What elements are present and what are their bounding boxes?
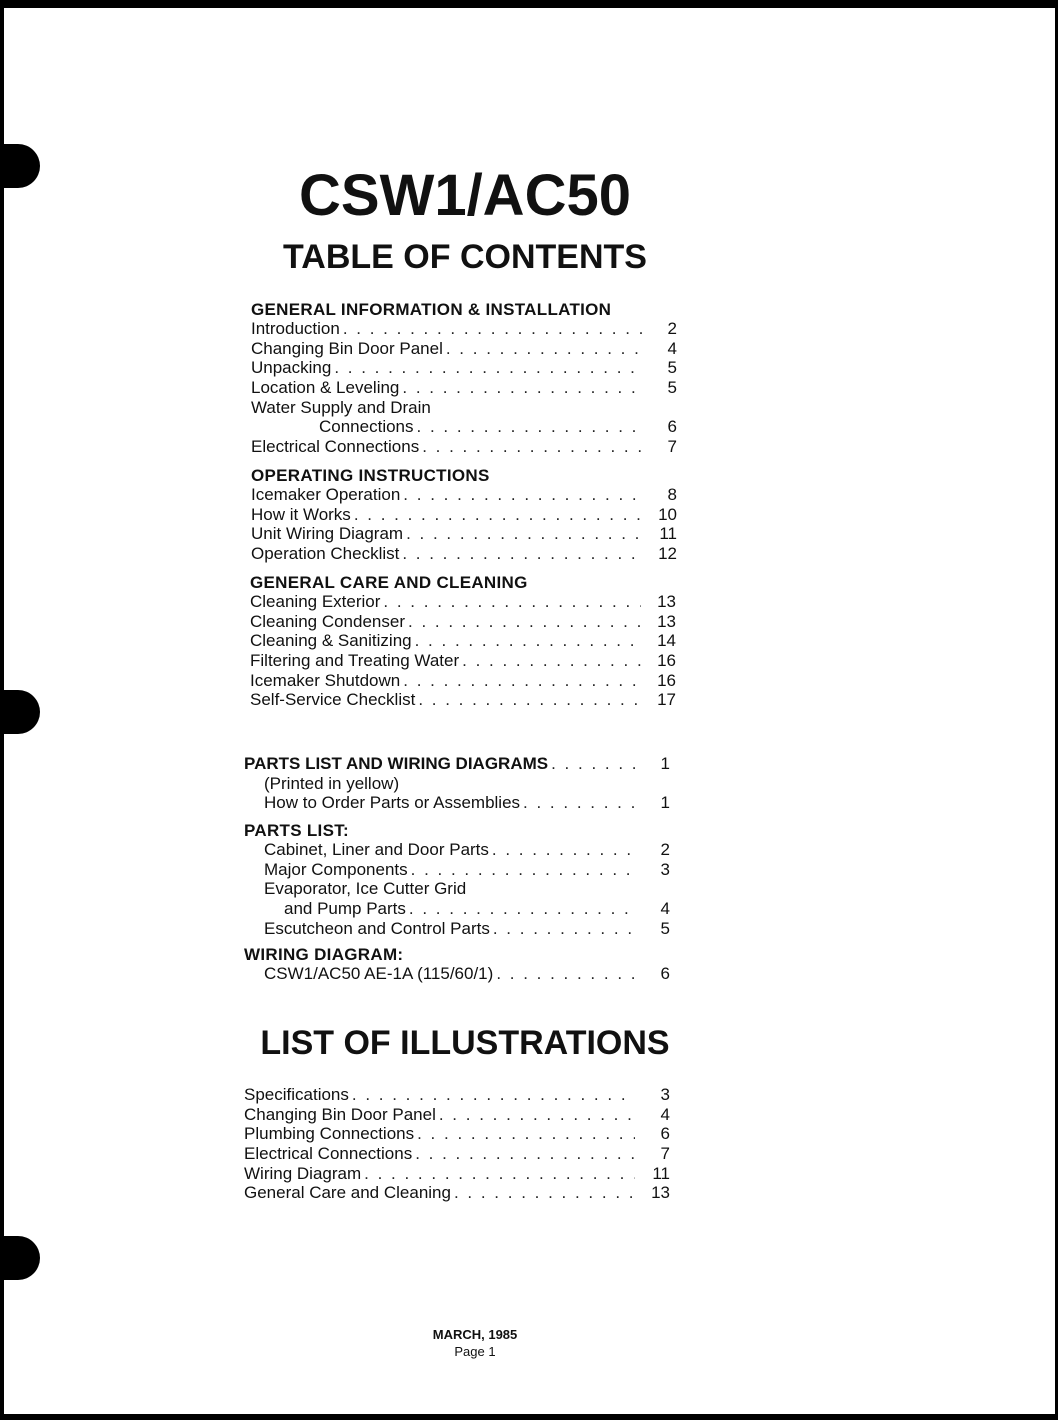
entry-label: Major Components: [264, 859, 408, 879]
entry-label: CSW1/AC50 AE-1A (115/60/1): [264, 963, 494, 983]
dot-leader: [492, 840, 635, 860]
toc-section-parts: [244, 754, 670, 983]
dot-leader: [364, 1164, 635, 1184]
illustration-entry[interactable]: [244, 1124, 670, 1144]
dot-leader: [406, 524, 642, 544]
section-heading: GENERAL CARE AND CLEANING: [250, 573, 528, 592]
illustration-entry[interactable]: [244, 1183, 670, 1203]
entry-label: Electrical Connections: [244, 1144, 413, 1164]
entry-page: 1: [660, 793, 670, 813]
dot-leader: [352, 1085, 635, 1105]
toc-entry[interactable]: [251, 319, 677, 339]
entry-label: Operation Checklist: [251, 544, 400, 564]
toc-entry[interactable]: [251, 358, 677, 378]
toc-entry[interactable]: [244, 919, 670, 939]
entry-label: How to Order Parts or Assemblies: [264, 793, 521, 813]
toc-entry[interactable]: [251, 339, 677, 359]
entry-page: 13: [657, 592, 676, 611]
dot-leader: [334, 358, 642, 378]
toc-entry[interactable]: [244, 899, 670, 919]
toc-entry[interactable]: [250, 592, 676, 612]
entry-page: 11: [652, 1163, 670, 1183]
entry-label: Changing Bin Door Panel: [251, 338, 443, 358]
entry-page: 5: [660, 918, 670, 938]
dot-leader: [446, 339, 642, 359]
illustrations-heading: LIST OF ILLUSTRATIONS: [260, 1024, 670, 1062]
section-heading: WIRING DIAGRAM:: [244, 944, 404, 964]
entry-page: 14: [657, 631, 676, 651]
toc-entry[interactable]: [250, 671, 676, 691]
dot-leader: [354, 505, 642, 525]
entry-label: Cleaning Exterior: [250, 592, 381, 611]
entry-label: Specifications: [244, 1085, 349, 1104]
toc-entry[interactable]: [244, 964, 670, 984]
toc-entry[interactable]: [251, 378, 677, 398]
toc-section-operating: [251, 466, 677, 564]
entry-page: 4: [660, 1104, 670, 1124]
entry-page: 17: [657, 690, 676, 710]
dot-leader: [403, 485, 642, 505]
dot-leader: [383, 592, 641, 612]
entry-label: Plumbing Connections: [244, 1124, 415, 1144]
entry-page: 8: [667, 485, 677, 504]
dot-leader: [523, 793, 635, 813]
toc-entry[interactable]: [251, 505, 677, 525]
entry-page: 16: [657, 670, 676, 690]
entry-page: 12: [658, 544, 677, 564]
dot-leader: [415, 631, 641, 651]
entry-label: Icemaker Shutdown: [250, 670, 401, 690]
toc-entry[interactable]: [244, 793, 670, 813]
toc-entry[interactable]: [250, 651, 676, 671]
entry-label: Unpacking: [251, 358, 332, 378]
entry-label: Icemaker Operation: [251, 485, 401, 504]
entry-label: Wiring Diagram: [244, 1163, 362, 1183]
dot-leader: [422, 437, 642, 457]
entry-page: 13: [651, 1183, 670, 1203]
entry-page: 1: [660, 754, 670, 773]
toc-entry[interactable]: [251, 524, 677, 544]
toc-entry[interactable]: [244, 860, 670, 880]
binder-hole: [0, 690, 40, 734]
dot-leader: [402, 378, 642, 398]
entry-label: Cleaning Condenser: [250, 611, 405, 631]
entry-page: 10: [658, 504, 677, 524]
entry-page: 6: [660, 1124, 670, 1144]
entry-label: General Care and Cleaning: [244, 1183, 451, 1203]
illustration-entry[interactable]: [244, 1144, 670, 1164]
toc-entry[interactable]: [250, 631, 676, 651]
dot-leader: [403, 671, 641, 691]
entry-label: Electrical Connections: [251, 437, 420, 457]
section-heading: OPERATING INSTRUCTIONS: [251, 466, 490, 485]
entry-label: Cabinet, Liner and Door Parts: [264, 840, 489, 860]
toc-entry[interactable]: [244, 879, 670, 899]
dot-leader: [493, 919, 635, 939]
entry-label: Escutcheon and Control Parts: [264, 918, 490, 938]
entry-page: 2: [660, 840, 670, 860]
document-title: CSW1/AC50: [299, 163, 631, 228]
dot-leader: [551, 754, 635, 774]
binder-hole: [0, 1236, 40, 1280]
dot-leader: [418, 690, 641, 710]
entry-label: and Pump Parts: [284, 899, 406, 919]
entry-page: 2: [667, 319, 677, 338]
toc-section-general-info: [251, 300, 677, 457]
entry-page: 6: [667, 417, 677, 437]
toc-section-care-cleaning: [250, 573, 676, 710]
entry-label: Evaporator, Ice Cutter Grid: [264, 879, 467, 899]
section-heading: GENERAL INFORMATION & INSTALLATION: [251, 300, 612, 319]
entry-page: 11: [659, 524, 677, 544]
toc-entry[interactable]: [251, 398, 677, 418]
entry-page: 7: [660, 1144, 670, 1164]
entry-page: 3: [660, 1085, 670, 1104]
section-heading: PARTS LIST:: [244, 821, 349, 841]
entry-label: Filtering and Treating Water: [250, 651, 460, 671]
dot-leader: [417, 417, 642, 437]
entry-page: 16: [657, 651, 676, 671]
entry-page: 3: [660, 859, 670, 879]
dot-leader: [343, 319, 642, 339]
toc-heading: TABLE OF CONTENTS: [283, 238, 647, 276]
entry-note: (Printed in yellow): [264, 773, 400, 793]
entry-label: Unit Wiring Diagram: [251, 524, 404, 544]
illustrations-list: [244, 1085, 670, 1203]
toc-entry[interactable]: [244, 754, 670, 774]
toc-entry[interactable]: [251, 485, 677, 505]
dot-leader: [439, 1105, 635, 1125]
entry-page: 7: [667, 437, 677, 457]
entry-label: Introduction: [251, 319, 340, 338]
entry-label: Self-Service Checklist: [250, 690, 416, 710]
illustration-entry[interactable]: [244, 1164, 670, 1184]
entry-page: 6: [660, 963, 670, 983]
footer-page-number: Page 1: [454, 1344, 496, 1359]
toc-entry[interactable]: [250, 690, 676, 710]
entry-label: Water Supply and Drain: [251, 397, 431, 417]
dot-leader: [415, 1144, 635, 1164]
dot-leader: [409, 899, 635, 919]
dot-leader: [417, 1124, 635, 1144]
entry-page: 5: [667, 358, 677, 378]
page-border-bottom: [0, 1414, 1058, 1420]
dot-leader: [402, 544, 642, 564]
toc-entry[interactable]: [244, 840, 670, 860]
toc-entry[interactable]: [251, 437, 677, 457]
illustration-entry[interactable]: [244, 1105, 670, 1125]
toc-note: [244, 774, 670, 794]
entry-page: 4: [667, 338, 677, 358]
dot-leader: [408, 612, 641, 632]
toc-entry[interactable]: [251, 417, 677, 437]
dot-leader: [496, 964, 635, 984]
illustration-entry[interactable]: [244, 1085, 670, 1105]
entry-page: 13: [657, 611, 676, 631]
entry-label: PARTS LIST AND WIRING DIAGRAMS: [244, 754, 549, 773]
entry-page: 5: [667, 378, 677, 398]
footer-date: MARCH, 1985: [432, 1327, 518, 1342]
dot-leader: [454, 1183, 635, 1203]
toc-entry[interactable]: [250, 612, 676, 632]
entry-label: Changing Bin Door Panel: [244, 1104, 436, 1124]
page-border-top: [0, 0, 1058, 8]
entry-label: Cleaning & Sanitizing: [250, 631, 412, 651]
dot-leader: [462, 651, 641, 671]
dot-leader: [411, 860, 635, 880]
entry-label: Connections: [319, 417, 414, 437]
entry-label: Location & Leveling: [251, 378, 400, 398]
entry-page: 4: [660, 899, 670, 919]
entry-label: How it Works: [251, 504, 351, 524]
toc-entry[interactable]: [251, 544, 677, 564]
